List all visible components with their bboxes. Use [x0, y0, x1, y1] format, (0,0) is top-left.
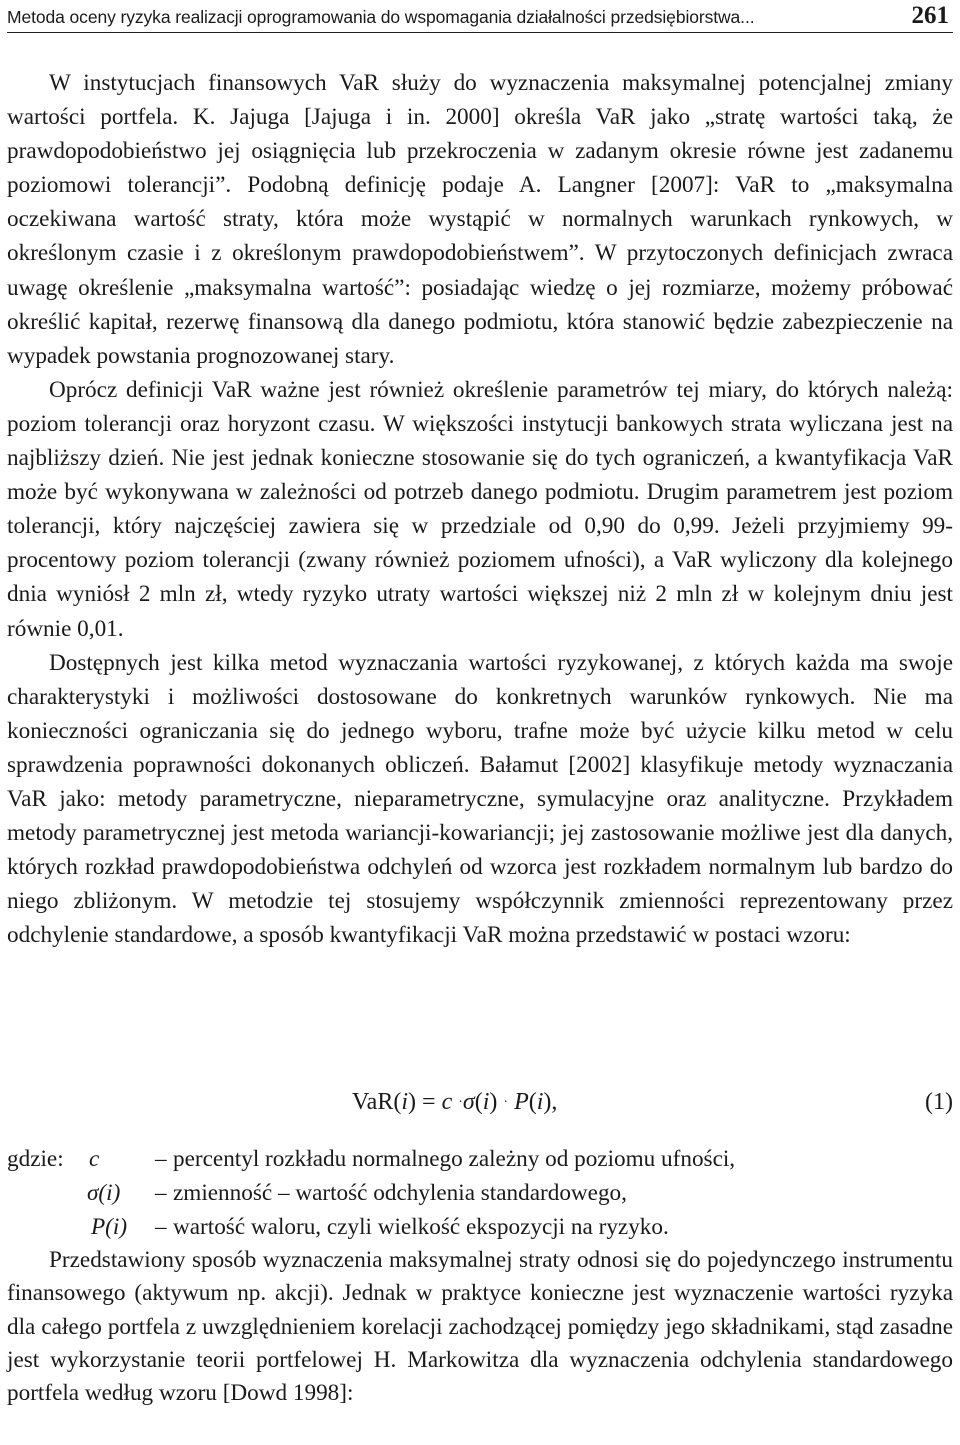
body-text [7, 66, 953, 952]
formula-p: P [514, 1089, 529, 1115]
paragraph: W instytucjach finansowych VaR służy do wyznaczenia maksymalnej potencjalnej zmiany wartości portfela. K. Jajuga [Jajuga i in. 2000] określa VaR jako „stratę wartości taką, że prawdopodobieństwo jej osiągnięcia lub przekroczenia w zadanym okresie równe jest zadanemu poziomowi tolerancji”. Podobną definicję podaje A. Langner [2007]: VaR to „maksymalna oczekiwana wartość straty, która może wystąpić w normalnych warunkach rynkowych, w określonym czasie i z określonym prawdopodobieństwem”. W przytoczonych definicjach zwraca uwagę określenie „maksymalna wartość”: posiadając wiedzę o jej rozmiarze, możemy próbować określić kapitał, rezerwę finansową dla danego podmiotu, która stanowić będzie zabezpieczenie na wypadek powstania prognozowanej stary. [7, 70, 953, 369]
paragraph: Oprócz definicji VaR ważne jest również określenie parametrów tej miary, do których należą: poziom tolerancji oraz horyzont czasu. W większości instytucji bankowych strata wyliczana jest na najbliższy dzień. Nie jest jednak konieczne stosowanie się do tych ograniczeń, a kwantyfikacja VaR może być wykonywana w zależności od potrzeb danego podmiotu. Drugim parametrem jest poziom tolerancji, który najczęściej zawiera się w przedziale od 0,90 do 0,99. Jeżeli przyjmiemy 99-procentowy poziom tolerancji (zwany również poziomem ufności), a VaR wyliczony dla kolejnego dnia wyniósł 2 mln zł, wtedy ryzyko utraty wartości większej niż 2 mln zł w kolejnym dniu jest równie 0,01. [7, 376, 953, 642]
definition-row [7, 1180, 953, 1214]
paragraph: Przedstawiony sposób wyznaczenia maksymalnej straty odnosi się do pojedynczego instrumentu finansowego (aktywum np. akcji). Jednak w praktyce konieczne jest wyznaczenie wartości ryzyka dla całego portfela z uwzględnieniem korelacji zachodzącej pomiędzy jego składnikami, stąd zasadne jest wykorzystanie teorii portfelowej H. Markowitza dla wyznaczenia odchylenia standardowego portfela według wzoru [Dowd 1998]: [7, 1247, 953, 1407]
symbol-definitions [7, 1146, 953, 1248]
definition-dash: – [155, 1180, 167, 1206]
definitions-prefix: gdzie: [7, 1146, 64, 1172]
definition-dash: – [155, 1214, 167, 1240]
running-header [7, 2, 953, 33]
paragraph: Dostępnych jest kilka metod wyznaczania wartości ryzykowanej, z których każda ma swoje charakterystyki i możliwości dostosowane do konkretnych warunków rynkowych. Nie ma konieczności ograniczania się do jednego wyboru, trafne może być użycie kilku metod w celu sprawdzenia poprawności dokonanych obliczeń. Bałamut [2002] klasyfikuje metody wyznaczania VaR jako: metody parametryczne, nieparametryczne, symulacyjne oraz analityczne. Przykładem metody parametrycznej jest metoda wariancji-kowariancji; jej zastosowanie możliwe jest dla danych, których rozkład prawdopodobieństwa odchyleń od wzorca jest rozkładem normalnym lub bardzo do niego zbliżonym. W metodzie tej stosujemy współczynnik zmienności reprezentowany przez odchylenie standardowe, a sposób kwantyfikacji VaR można przedstawić w postaci wzoru: [7, 649, 953, 949]
definition-text: wartość waloru, czyli wielkość ekspozycji na ryzyko. [173, 1214, 669, 1240]
definition-row [7, 1146, 953, 1180]
header-title: Metoda oceny ryzyka realizacji oprogramowania do wspomagania działalności przedsiębiorstwa... [7, 7, 755, 27]
definition-symbol: σ(i) [87, 1180, 121, 1206]
definition-symbol: c [89, 1146, 100, 1172]
formula-i: i [401, 1089, 409, 1115]
definition-row [7, 1214, 953, 1248]
closing-text [7, 1244, 953, 1410]
formula-row [7, 1089, 953, 1123]
definition-dash: – [155, 1146, 167, 1172]
equation-number: (1) [925, 1089, 953, 1115]
definition-symbol: P(i) [91, 1214, 128, 1240]
formula-sigma: σ [462, 1089, 475, 1115]
formula-equals: = [422, 1089, 436, 1115]
formula-i: i [536, 1089, 544, 1115]
formula-var-label: VaR [352, 1089, 394, 1115]
definition-text: percentyl rozkładu normalnego zależny od poziomu ufności, [173, 1146, 736, 1172]
var-formula: VaR(i) = c ·σ(i) · P(i), [352, 1089, 558, 1115]
formula-c: c [441, 1089, 453, 1115]
definition-text: zmienność – wartość odchylenia standardowego, [173, 1180, 627, 1206]
page-number: 261 [911, 2, 949, 29]
formula-i: i [482, 1089, 490, 1115]
